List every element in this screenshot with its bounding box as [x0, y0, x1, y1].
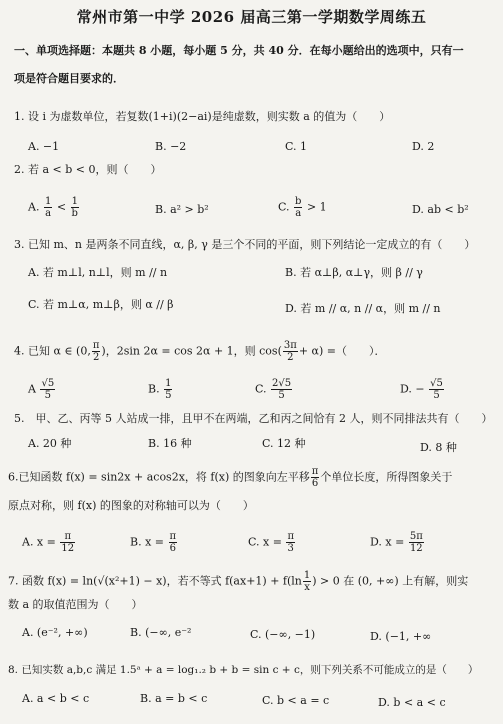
q2-option-a: A. $\frac{1}{a}$ < $\frac{1}{b}$ — [28, 196, 78, 219]
q3-option-b: B. 若 α⊥β, α⊥γ，则 β // γ — [285, 266, 423, 279]
q5-option-b: B. 16 种 — [148, 437, 192, 450]
q3-option-c: C. 若 m⊥α, m⊥β，则 α // β — [28, 298, 174, 311]
q3-option-a: A. 若 m⊥l, n⊥l，则 m // n — [28, 266, 168, 279]
q8-option-b: B. a = b < c — [140, 692, 208, 705]
q6-option-b: B. x = $\frac{\pi}{6}$ — [130, 531, 177, 554]
q2-option-c: C. $\frac{b}{a}$ > 1 — [278, 196, 327, 219]
q8-option-d: D. b < a < c — [378, 696, 446, 709]
q7-option-a: A. (e⁻², +∞) — [22, 626, 88, 639]
q5-option-c: C. 12 种 — [262, 437, 306, 450]
question-7-stem: 7. 函数 f(x) = ln(√(x²+1) − x)，若不等式 f(ax+1) + f(ln $\frac{1}{x}$ ) > 0 在 (0, +∞) 上有解，则实 — [8, 570, 469, 593]
q5-option-d: D. 8 种 — [420, 441, 457, 454]
question-6-stem: 6.已知函数 f(x) = sin2x + acos2x，将 f(x) 的图象向左平移 $\frac{\pi}{6}$ 个单位长度，所得图象关于 — [8, 466, 453, 489]
q5-option-a: A. 20 种 — [28, 437, 72, 450]
question-5-stem: 5. 甲、乙、丙等 5 人站成一排，且甲不在两端，乙和丙之间恰有 2 人，则不同排法共有（ ） — [14, 412, 493, 425]
question-8-stem: 8. 已知实数 a,b,c 满足 1.5ᵃ + a = log₁.₂ b + b = sin c + c，则下列关系不可能成立的是（ ） — [8, 664, 479, 676]
q4-option-c: C. $\frac{2√5}{5}$ — [255, 378, 292, 401]
q6-option-d: D. x = $\frac{5\pi}{12}$ — [370, 531, 423, 554]
q4-option-d: D. − $\frac{√5}{5}$ — [400, 378, 443, 401]
page-title: 常州市第一中学 2026 届高三第一学期数学周练五 — [76, 8, 427, 26]
q7-option-d: D. (−1, +∞ — [370, 630, 432, 643]
q8-option-c: C. b < a = c — [262, 694, 330, 707]
section-heading-cont: 项是符合题目要求的． — [14, 72, 124, 85]
q4-option-a: A $\frac{√5}{5}$ — [28, 378, 55, 401]
question-3-stem: 3. 已知 m、n 是两条不同直线，α, β, γ 是三个不同的平面，则下列结论一定成立的有（ ） — [14, 238, 476, 251]
q3-option-d: D. 若 m // α, n // α，则 m // n — [285, 302, 441, 315]
q2-option-b: B. a² > b² — [155, 203, 209, 216]
q1-option-d: D. 2 — [412, 140, 435, 153]
question-7-stem-cont: 数 a 的取值范围为（ ） — [8, 598, 143, 611]
q4-option-b: B. $\frac{1}{5}$ — [148, 378, 172, 401]
q2-option-d: D. ab < b² — [412, 203, 469, 216]
q6-option-a: A. x = $\frac{\pi}{12}$ — [22, 531, 75, 554]
q1-option-c: C. 1 — [285, 140, 308, 153]
question-2-stem: 2. 若 a < b < 0，则（ ） — [14, 163, 162, 176]
question-1-stem: 1. 设 i 为虚数单位，若复数(1+i)(2−ai)是纯虚数，则实数 a 的值为（ ） — [14, 110, 391, 123]
section-heading: 一、单项选择题：本题共 8 小题，每小题 5 分，共 40 分．在每小题给出的选项中，只有一 — [14, 44, 464, 57]
question-4-stem: 4. 已知 α ∈ (0, $\frac{\pi}{2}$ )，2sin 2α = cos 2α + 1，则 cos( $\frac{3\pi}{2}$ + α) =（ ）． — [14, 340, 386, 363]
q7-option-b: B. (−∞, e⁻² — [130, 626, 192, 639]
q7-option-c: C. (−∞, −1) — [250, 628, 316, 641]
q1-option-b: B. −2 — [155, 140, 187, 153]
question-6-stem-cont: 原点对称，则 f(x) 的图象的对称轴可以为（ ） — [8, 499, 254, 512]
q6-option-c: C. x = $\frac{\pi}{3}$ — [248, 531, 295, 554]
q8-option-a: A. a < b < c — [22, 692, 90, 705]
q1-option-a: A. −1 — [28, 140, 60, 153]
